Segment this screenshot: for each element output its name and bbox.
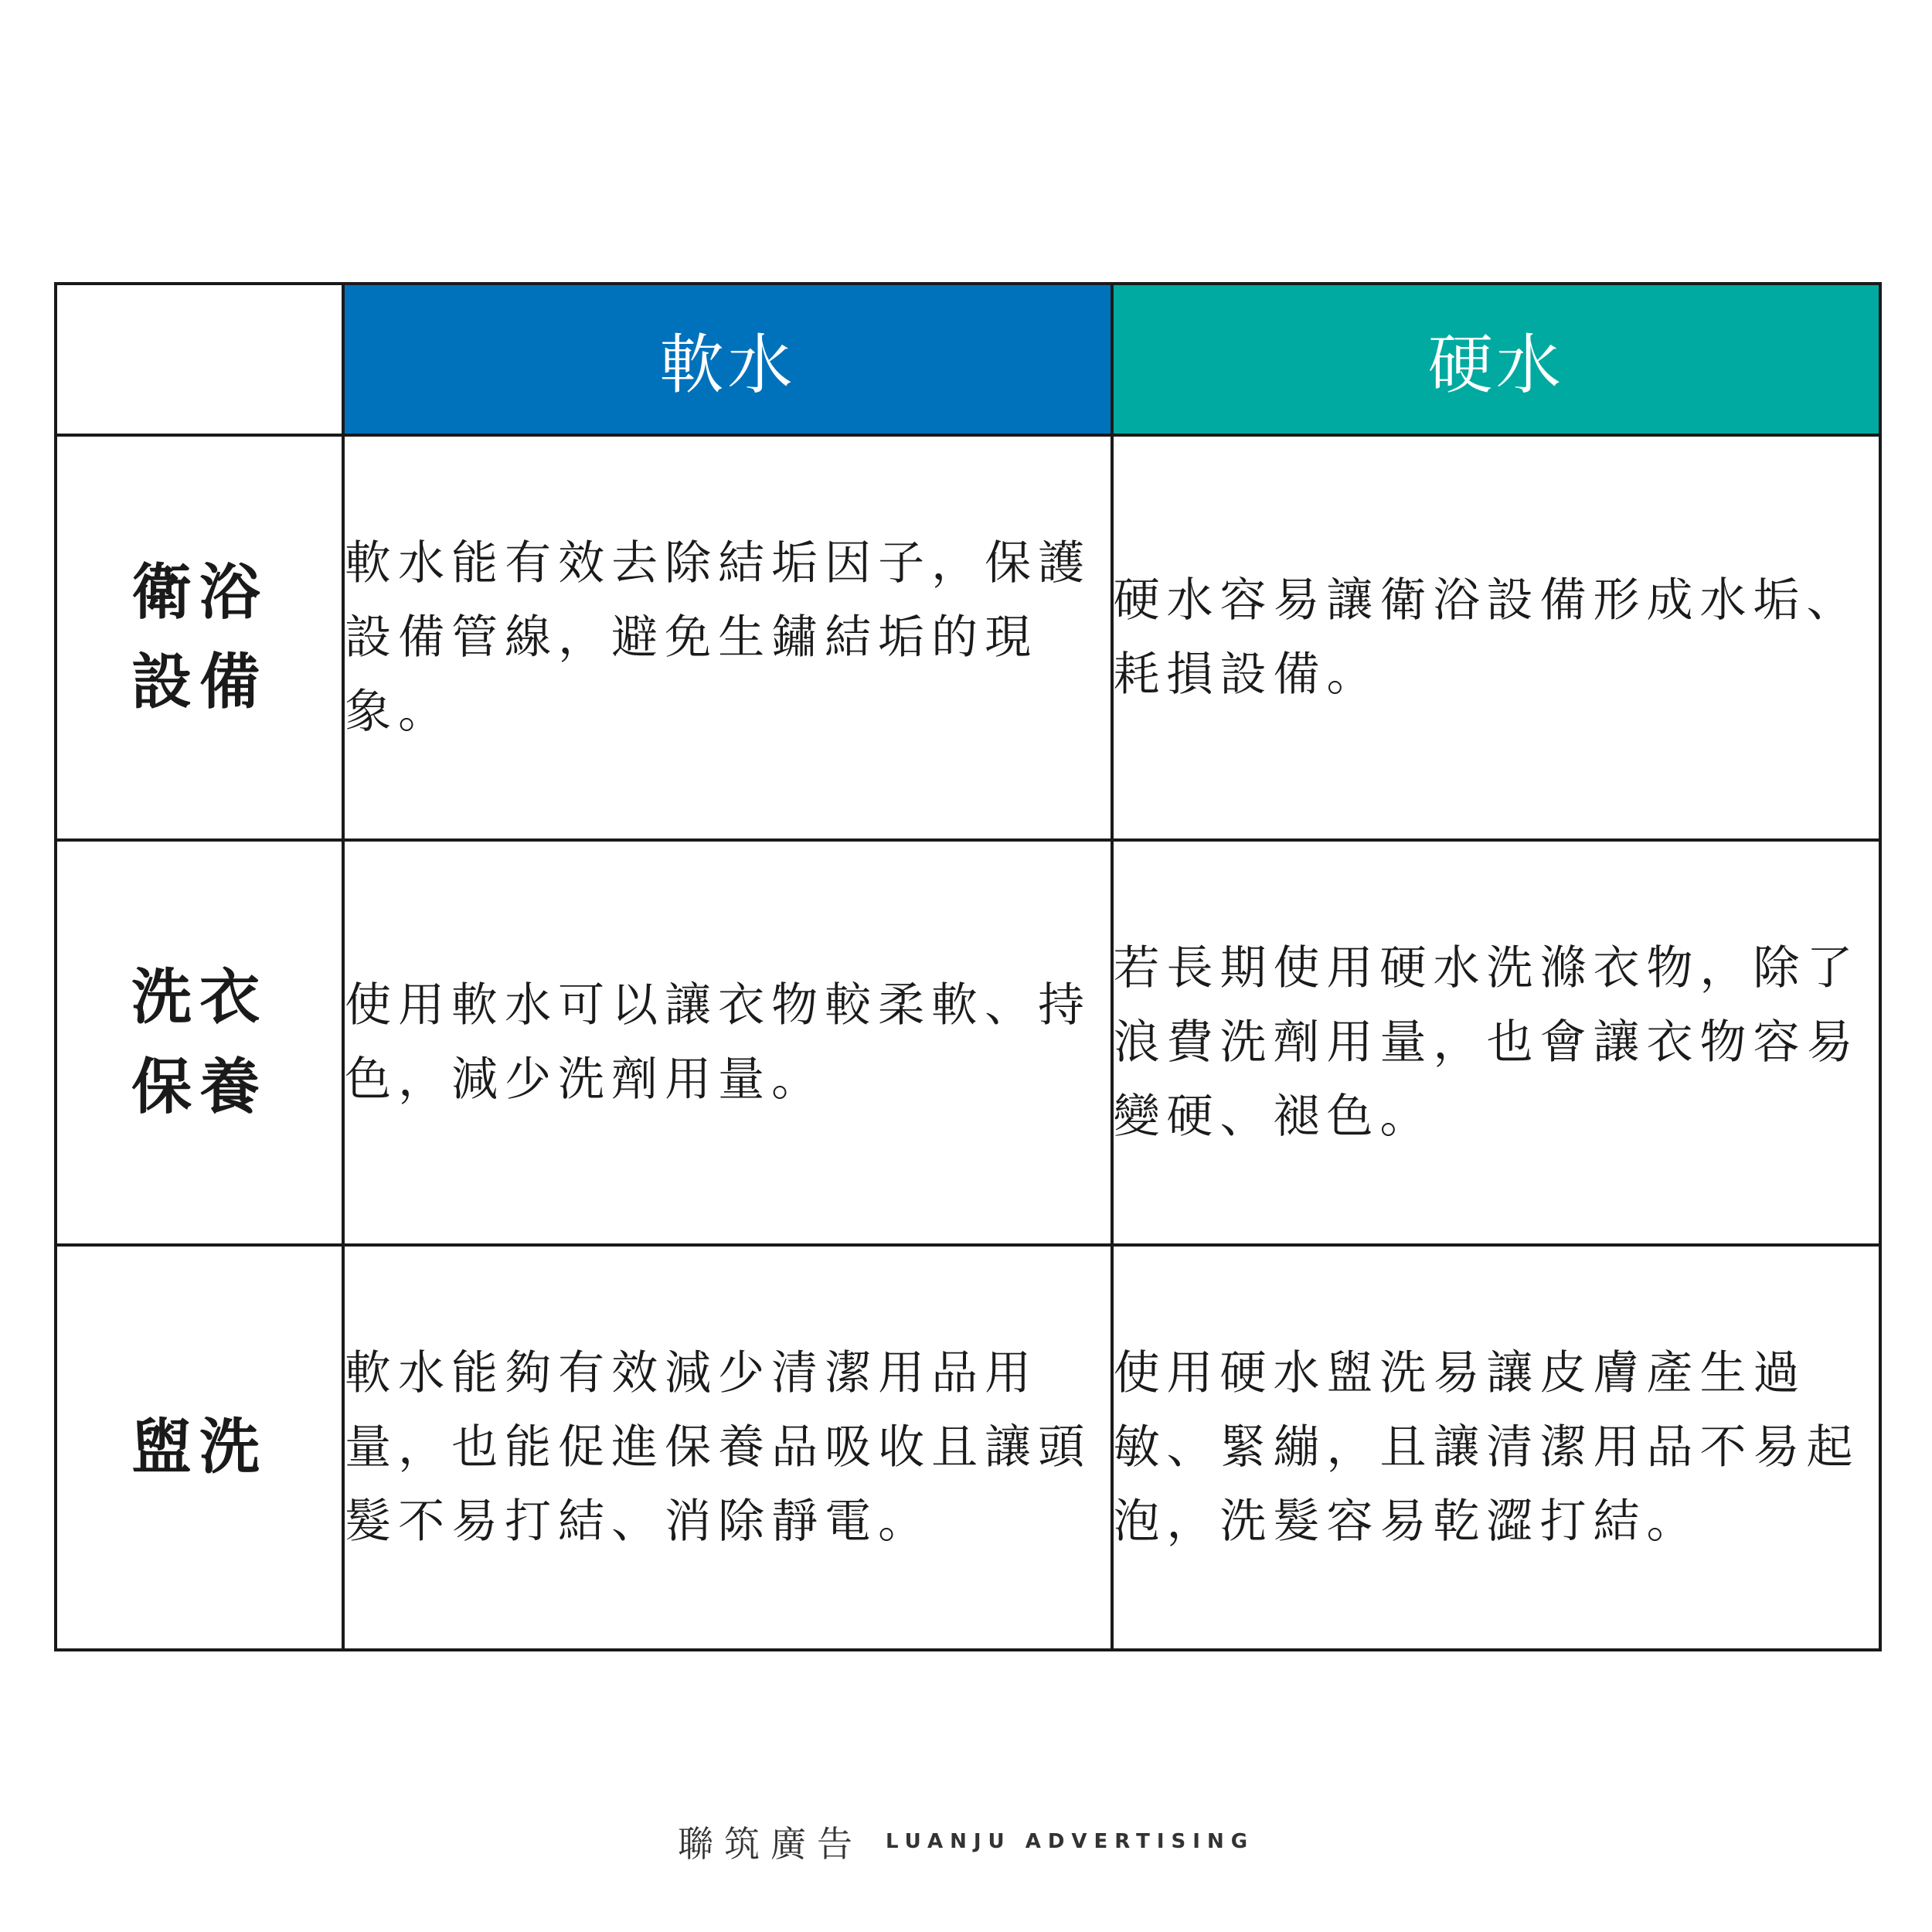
- header-soft-water: 軟水: [343, 284, 1111, 435]
- soft-water-cell: 使用軟水可以讓衣物較柔軟、持色，減少洗劑用量。: [343, 840, 1111, 1245]
- row-label-line: 設備: [131, 648, 268, 717]
- brand-name-en: LUANJU ADVERTISING: [886, 1830, 1255, 1853]
- soft-water-cell: 軟水能有效去除結垢因子，保護設備管線，避免生鏽結垢的現象。: [343, 435, 1111, 840]
- comparison-table: [54, 282, 1882, 1651]
- header-corner-cell: [56, 284, 343, 435]
- hard-water-cell: 硬水容易讓衛浴設備形成水垢、耗損設備。: [1112, 435, 1880, 840]
- table-row: [56, 1245, 1880, 1650]
- row-label-line: 衛浴: [131, 558, 268, 628]
- row-label-line: 盥洗: [131, 1413, 268, 1482]
- row-label-line: 洗衣: [131, 963, 268, 1032]
- table-row: [56, 840, 1880, 1245]
- header-hard-water: 硬水: [1112, 284, 1880, 435]
- footer-brand: [0, 1816, 1932, 1867]
- row-label-washing: [56, 1245, 343, 1650]
- row-label-laundry: [56, 840, 343, 1245]
- hard-water-cell: 若長期使用硬水洗滌衣物，除了浪費洗劑用量，也會讓衣物容易變硬、褪色。: [1112, 840, 1880, 1245]
- row-label-line: 保養: [131, 1053, 268, 1122]
- table-row: [56, 435, 1880, 840]
- brand-name-zh: 聯筑廣告: [677, 1823, 863, 1865]
- soft-water-cell: 軟水能夠有效減少清潔用品用量，也能促進保養品吸收且讓頭髮不易打結、消除靜電。: [343, 1245, 1111, 1650]
- hard-water-cell: 使用硬水盥洗易讓皮膚產生過敏、緊繃，且讓清潔用品不易起泡，洗髮容易乾澀打結。: [1112, 1245, 1880, 1650]
- header-row: [56, 284, 1880, 435]
- row-label-bathroom: [56, 435, 343, 840]
